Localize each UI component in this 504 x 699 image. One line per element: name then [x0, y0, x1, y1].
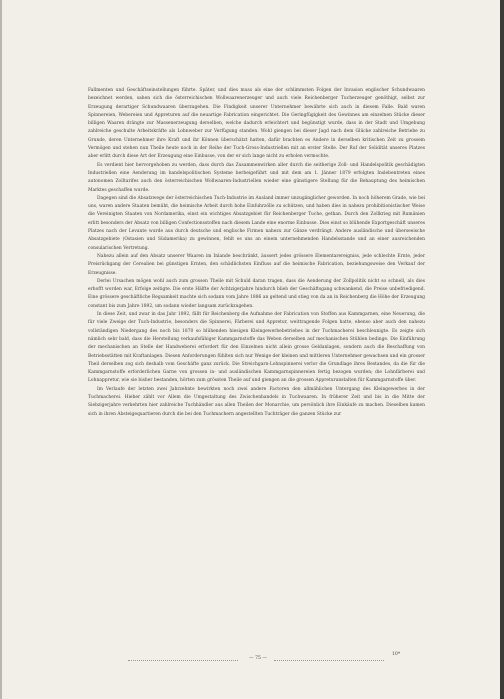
page-footer: [88, 652, 425, 664]
paragraph: Fallmenten und Geschäftseinstellungen führte. Später, und dies muss als eine der schlimmsten Folgen der Invasion englischer Schundwaaren bezeichnet werden, sahen sich die österreichischen Wollwaarenerzeuger und auch viele Reichenberger Tucherzeuger genöthigt, selbst zur Erzeugung derartiger Schundwaaren überzugehen. Die Findigkeit unserer Unternehmer bewährte sich auch in diesem Falle. Bald waren Spinnereien, Webereien und Appreturen auf die neuartige Fabrication eingerichtet. Die Geringfügigkeit des Gewinnes am einzelnen Stücke dieser billigen Waaren drängte zur Massenerzeugung derselben, welche dadurch erleichtert und begünstigt wurde, dass in der Stadt und Umgebung zahlreiche geschulte Arbeitskräfte als Lohnweber zur Verfügung standen. Wohl giengen bei dieser Jagd nach dem Glücke zahlreiche Betriebe zu Grunde, deren Unternehmer ihre Kraft und ihr Können überschätzt hatten, dafür brachten es Andere in derselben kritischen Zeit zu grossem Vermögen und stehen nun Theile heute noch in der Reihe der Tuch-Gross-Industriellen mit an erster Stelle. Der Ruf der Solidität unseres Platzes aber erlitt durch diese Art der Erzeugung eine Einbusse, von der er sich lange nicht zu erholen vermochte.: [88, 88, 425, 160]
page-left-edge: [0, 0, 2, 699]
page-number: — 75 —: [249, 656, 267, 661]
paragraph: Nahezu allein auf den Absatz unserer Waaren im Inlande beschränkt, äussert jedes grössere Elementarereigniss, jede schlechte Ernte, jeder Preisrückgang der Cerealien bei günstigen Ernten, den schädlichsten Einfluss auf die heimische Fabrication, beziehungsweise den Verkauf der Erzeugnisse.: [88, 253, 425, 276]
footer-rule-left: [128, 660, 238, 661]
signature-mark: 10*: [392, 652, 401, 657]
body-text: [88, 87, 425, 419]
footer-rule-right: [274, 660, 384, 661]
paragraph: In diese Zeit, und zwar in das Jahr 1892, fällt für Reichenberg die Aufnahme der Fabrication von Stoffen aus Kammgarnen, eine Neuerung, die für viele Zweige der Tuch-Industrie, besonders die Spinnerei, Färberei und Appretur, weittragende Folgen hatte, ebenso aber auch den nahezu vollständigen Niedergang des noch bis 1870 so blühenden hiesigen Kleingewerbebetriebes in der Tuchmacherei beschleunigte. Es zeigte sich nämlich sehr bald, dass die Herstellung verkaufsfähiger Kammgarnstoffe das Weben derselben auf mechanischen Stühlen bedinge. Die Einführung der mechanischen an Stelle der Handweberei erfordert für den Einzelnen nicht allein grosse Geldanlagen, sondern auch die Beschaffung von Betriebsstätten mit Kraftanlagen. Diesen Anforderungen fühlten sich nur Wenige der kleinen und mittleren Unternehmer gewachsen und ein grosser Theil derselben zog sich deshalb vom Geschäfte ganz zurück. Die Streichgarn-Lohnspinnerei verlor die Grundlage ihres Bestandes, da die für die Kammgarnstoffe erforderlichen Garne von grossen in- und ausländischen Kammgarnspinnereien fertig bezogen wurden; die Lohnfärberei und Lohnappretur, wie sie bisher bestanden, hörten zum grössten Theile auf und giengen an die grossen Appreturanstalten für Kammgarnstoffe über.: [88, 312, 425, 384]
paragraph: Es verdient hier hervorgehoben zu werden, dass durch das Zusammenwirken aller durch die seitherige Zoll- und Handelspolitik geschädigten Industriellen eine Aenderung im handelspolitischen Systeme herbeigeführt und mit dem am 1. Jänner 1879 erfolgten Inslebentreten eines autonomen Zolltarifes auch den österreichischen Wollwaaren-Industriellen wieder eine günstigere Stellung für die Behauptung des heimischen Marktes geschaffen wurde.: [88, 162, 425, 193]
page-right-edge: [500, 0, 504, 699]
paragraph: Derlei Ursachen mögen wohl auch zum grossen Theile mit Schuld daran tragen, dass die Aenderung der Zollpolitik nicht so schnell, als dies erhofft worden war, Erfolge zeitigte. Die erste Hälfte der Achtzigerjahre hindurch blieb der Geschäftsgang schwankend, die Preise unbefriedigend. Eine grössere geschäftliche Regsamkeit machte sich sodann vom Jahre 1886 an geltend und stieg von da an in Reichenberg die Höhe der Erzeugung constant bis zum Jahre 1892, um sodann wieder langsam zurückzugehen.: [88, 278, 425, 309]
paragraph: Im Verlaufe der letzten zwei Jahrzehnte bewirkten noch zwei andere Factoren den allmählichen Untergang des Kleingewerbes in der Tuchmacherei. Hieher zählt vor Allem die Umgestaltung des Zwischenhandels in Tuchwaaren. In früherer Zeit und bis in die Mitte der Siebzigerjahre verkehrten hier zahlreiche Tuchhändler aus allen Theilen der Monarchie, um persönlich ihre Einkäufe zu machen. Dieselben kamen sich in ihren Absteigequartieren durch die bei den Tuchmachern angestellten Tuchträger die ganzen Stücke zur: [88, 386, 425, 417]
paragraph: Dagegen sind die Absatzwege der österreichischen Tuch-Industrie im Ausland immer unzugänglicher geworden. In noch höherem Grade, wie bei uns, waren andere Staaten bemüht, die heimische Arbeit durch hohe Einfuhrzölle zu schützen, und haben dies in nahezu prohibitionistischer Weise die Vereinigten Staaten von Nordamerika, einst ein wichtiges Absatzgebiet für Reichenberger Tuche, gethan. Durch den Zollkrieg mit Rumänien erlitt besonders der Absatz von billigen Confectionsstoffen nach diesem Lande eine enorme Einbusse. Dies einst so blühende Exportgeschäft unseres Platzes nach der Levante wurde aus durch deutsche und englische Firmen nahezu zur Gänze verdrängt. Andere ausländische und überseeische Absatzgebiete (Ostasien und Südamerika) zu gewinnen, fehlt es uns an einem unternehmenden Handelsstande und an einer ausreichenden consularischen Vertretung.: [88, 195, 425, 251]
